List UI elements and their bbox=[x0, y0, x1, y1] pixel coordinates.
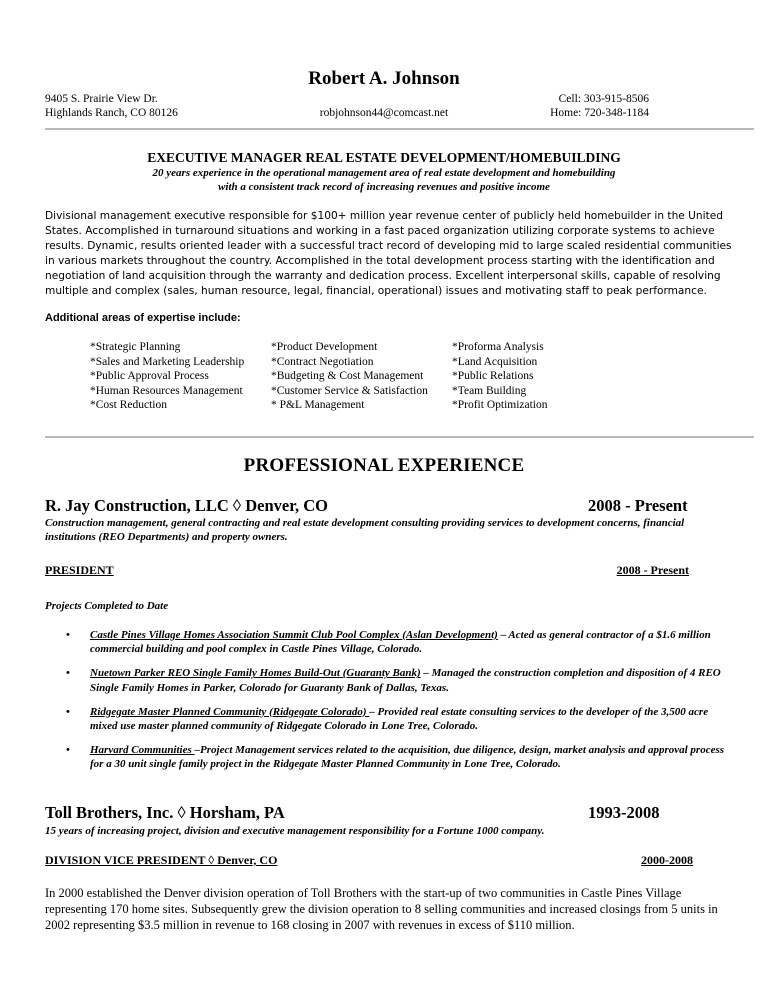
bullet-icon: • bbox=[66, 743, 70, 756]
expertise-item: *Budgeting & Cost Management bbox=[271, 370, 424, 383]
project-name: Castle Pines Village Homes Association Summit Club Pool Complex (Aslan Development) bbox=[90, 629, 498, 641]
project-name: Harvard Communities bbox=[90, 743, 195, 756]
home-phone: Home: 720-348-1184 bbox=[550, 107, 649, 119]
project-text: –Project Management services related to the acquisition, due diligence, design, market analysis and approval process for a 30 unit single family project in the Ridgegate Master Planned Community in Lone Tree, Colorado. bbox=[90, 743, 725, 771]
experience-heading: PROFESSIONAL EXPERIENCE bbox=[243, 455, 525, 476]
job2-description: 15 years of increasing project, division and executive management responsibility for a Fortune 1000 company. bbox=[45, 825, 545, 837]
expertise-column-1 bbox=[90, 340, 244, 413]
header-divider bbox=[45, 128, 754, 130]
candidate-name: Robert A. Johnson bbox=[308, 68, 460, 89]
list-item bbox=[45, 666, 725, 695]
expertise-heading: Additional areas of expertise include: bbox=[45, 312, 241, 324]
job1-position-row bbox=[45, 563, 689, 578]
address-line-2: Highlands Ranch, CO 80126 bbox=[45, 107, 178, 119]
job2-paragraph: In 2000 established the Denver division operation of Toll Brothers with the start-up of two communities in Castle Pines Village representing 170 home sites. Subsequently grew the division operation to 8 selling communities and increased closings from 5 units in 2002 representing $3.5 million in revenue to 168 closing in 2007 with revenues in excess of $110 million. bbox=[45, 886, 718, 932]
project-text: – Acted as general contractor of a $1.6 million commercial building and pool complex in Castle Pines Village, Colorado. bbox=[90, 629, 711, 656]
project-text: – Managed the construction completion and disposition of 4 REO Single Family Homes in Parker, Colorado for Guaranty Bank of Dallas, Texas. bbox=[90, 667, 721, 694]
job1-position-dates: 2008 - Present bbox=[616, 563, 689, 577]
job1-position: PRESIDENT bbox=[45, 563, 114, 577]
job2-position-dates: 2000-2008 bbox=[641, 853, 693, 867]
address-line-1: 9405 S. Prairie View Dr. bbox=[45, 93, 158, 105]
expertise-item: *Cost Reduction bbox=[90, 399, 167, 412]
list-item bbox=[45, 628, 725, 657]
list-item bbox=[45, 743, 725, 772]
expertise-item: *Team Building bbox=[452, 384, 527, 397]
headline-title: EXECUTIVE MANAGER REAL ESTATE DEVELOPMENT/HOMEBUILDING bbox=[147, 150, 621, 165]
expertise-item: *Customer Service & Satisfaction bbox=[271, 384, 428, 397]
bullet-icon: • bbox=[66, 667, 70, 680]
expertise-item: *Profit Optimization bbox=[452, 399, 548, 412]
job2-company: Toll Brothers, Inc. ◊ Horsham, PA bbox=[45, 803, 285, 822]
expertise-column-3 bbox=[452, 340, 548, 413]
expertise-item: *Public Relations bbox=[452, 370, 534, 383]
project-name: Ridgegate Master Planned Community (Ridgegate Colorado) bbox=[90, 705, 370, 718]
job1-company: R. Jay Construction, LLC ◊ Denver, CO bbox=[45, 496, 329, 515]
job2-position: DIVISION VICE PRESIDENT ◊ Denver, CO bbox=[45, 853, 278, 867]
expertise-column-2 bbox=[271, 340, 428, 413]
expertise-item: *Contract Negotiation bbox=[271, 355, 374, 368]
expertise-item: *Land Acquisition bbox=[452, 355, 538, 368]
projects-list bbox=[45, 628, 725, 781]
expertise-item: *Product Development bbox=[271, 341, 378, 353]
expertise-item: *Human Resources Management bbox=[90, 384, 243, 397]
list-item bbox=[45, 705, 725, 734]
headline-subtitle-2: with a consistent track record of increasing revenues and positive income bbox=[218, 181, 550, 193]
section-divider bbox=[45, 436, 754, 438]
expertise-item: *Public Approval Process bbox=[90, 370, 209, 383]
job2-dates: 1993-2008 bbox=[588, 803, 660, 822]
bullet-icon: • bbox=[66, 705, 70, 718]
expertise-item: *Proforma Analysis bbox=[452, 341, 544, 353]
expertise-item: *Sales and Marketing Leadership bbox=[90, 355, 245, 368]
bullet-icon: • bbox=[66, 629, 70, 641]
expertise-item: *Strategic Planning bbox=[90, 341, 181, 353]
cell-phone: Cell: 303-915-8506 bbox=[558, 93, 649, 105]
projects-heading: Projects Completed to Date bbox=[45, 600, 169, 612]
email: robjohnson44@comcast.net bbox=[319, 107, 449, 119]
job2-position-row bbox=[45, 853, 693, 868]
project-name: Nuetown Parker REO Single Family Homes Build-Out (Guaranty Bank) bbox=[90, 667, 421, 680]
expertise-item: * P&L Management bbox=[271, 399, 365, 412]
headline-subtitle-1: 20 years experience in the operational management area of real estate development and homebuilding bbox=[152, 167, 616, 179]
project-text: – Provided real estate consulting services to the developer of the 3,500 acre mixed use master planned community of Ridgegate Colorado in Lone Tree, Colorado. bbox=[90, 705, 709, 733]
job1-description: Construction management, general contracting and real estate development consulting providing services to development concerns, financial institutions (REO Departments) and property owners. bbox=[45, 517, 685, 544]
summary-paragraph: Divisional management executive responsible for $100+ million year revenue center of publicly held homebuilder in the United States. Accomplished in turnaround situations and working in a fast paced organization utilizing corporate systems to achieve results. Dynamic, results oriented leader with a successful tract record of developing mid to large scaled residential communities in various markets throughout the country. Accomplished in the total development process starting with the identification and negotiation of land acquisition through the warranty and dedication process. Excellent interpersonal skills, capable of resolving multiple and complex (sales, human resource, legal, financial, operational) issues and motivating staff to peak performance. bbox=[45, 210, 732, 297]
job1-dates: 2008 - Present bbox=[588, 496, 688, 515]
